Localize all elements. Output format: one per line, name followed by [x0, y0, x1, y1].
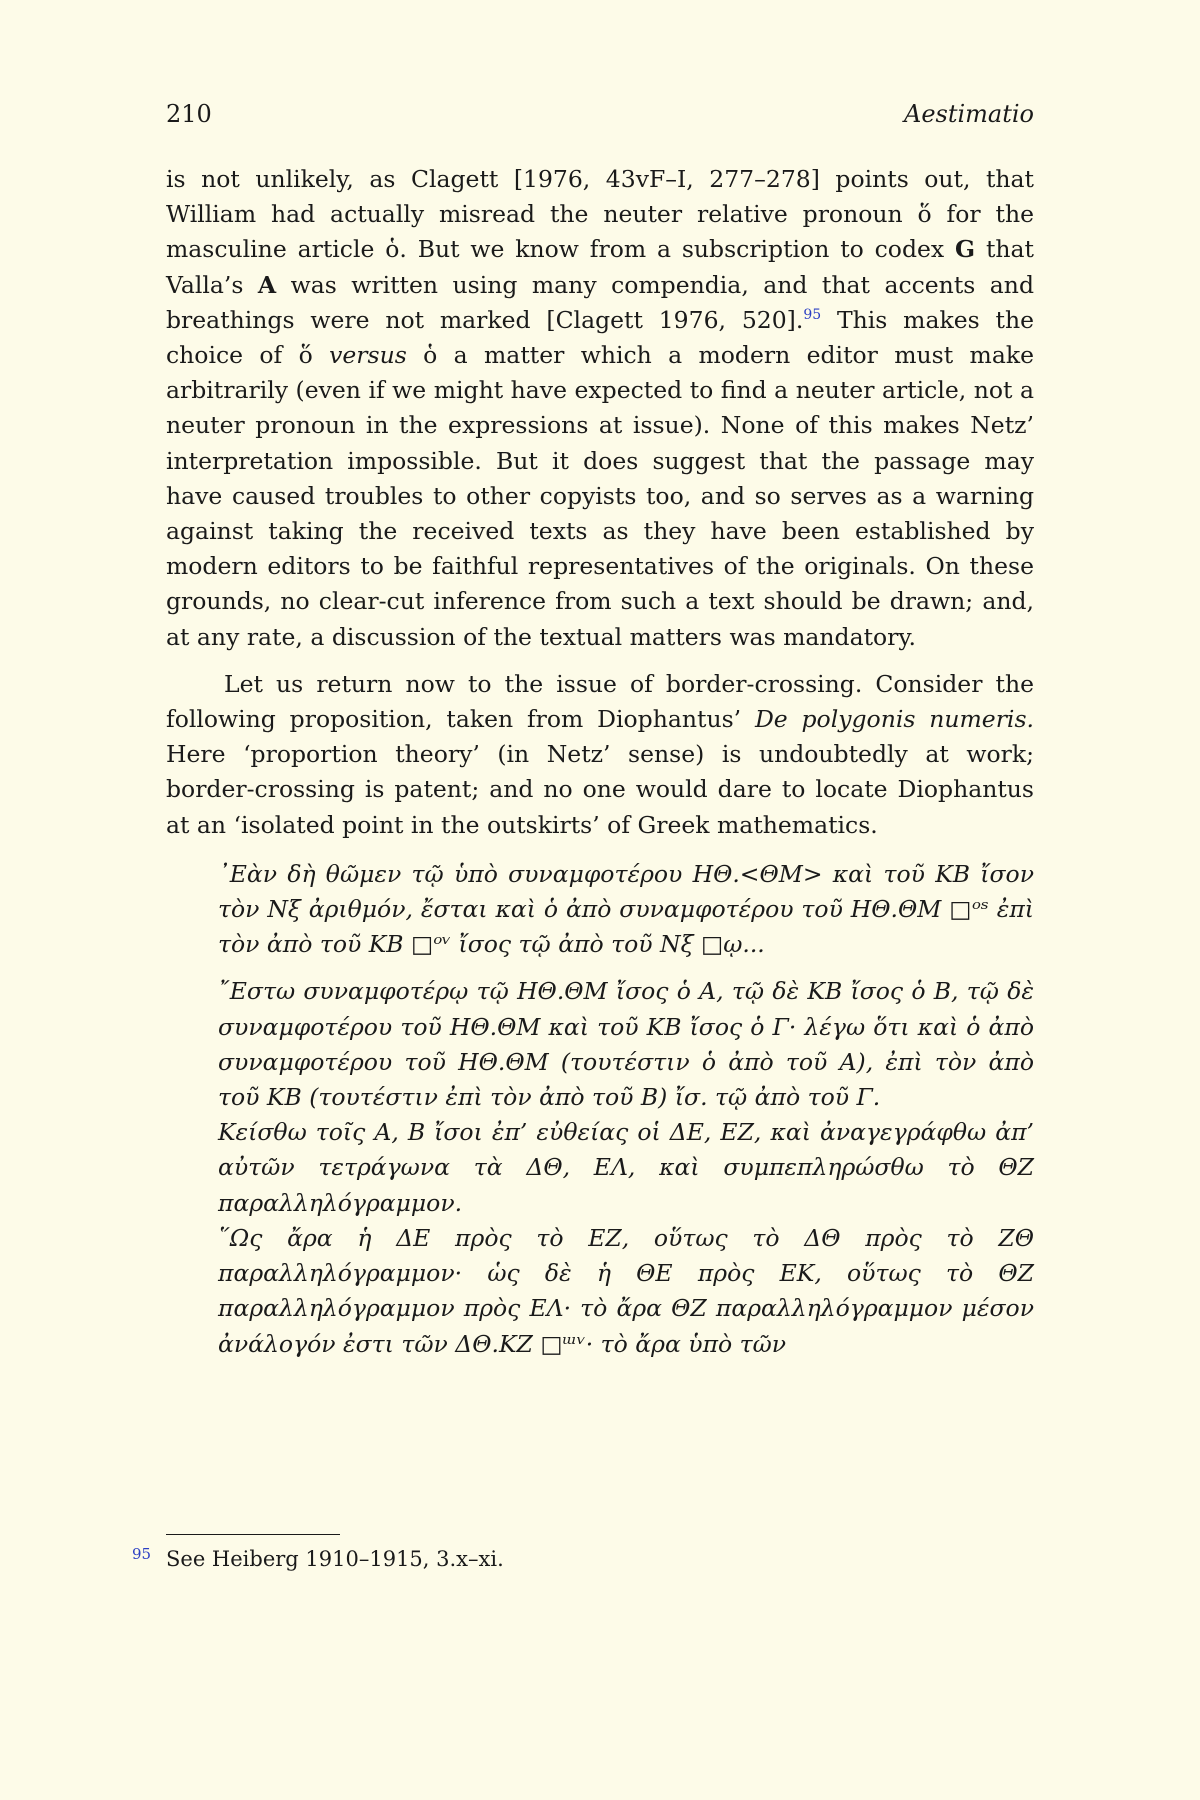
running-head	[166, 100, 1034, 140]
greek-paragraph-3: Κείσθω τοῖς Α, Β ἴσοι ἐπ’ εὐθείας οἱ ΔΕ, ΕΖ, καὶ ἀναγεγράφθω ἀπ’ αὐτῶν τετράγωνα τὰ ΔΘ, ΕΛ, καὶ συμπεπληρώσθω τὸ ΘΖ παραλληλόγραμμον.	[218, 1118, 1034, 1217]
italic-term: versus	[329, 341, 407, 370]
work-title: De polygonis numeris.	[754, 705, 1034, 734]
paragraph-2	[166, 667, 1034, 843]
greek-quotation	[218, 857, 1034, 1362]
text-run: Here ‘proportion theory’ (in Netz’ sense) is undoubtedly at work; border-crossing is patent; and no one would dare to locate Diophantus at an ‘isolated point in the outskirts’ of Greek mathematics.	[166, 740, 1034, 839]
page-body	[166, 100, 1034, 1362]
codex-siglum: G	[955, 235, 976, 264]
text-run: Let us return now to the issue of border-crossing. Consider the following proposition, taken from Diophantus’	[166, 669, 1034, 734]
greek-paragraph-2: ῎Εστω συναμφοτέρῳ τῷ ΗΘ.ΘΜ ἴσος ὁ Α, τῷ δὲ ΚΒ ἴσος ὁ Β, τῷ δὲ συναμφοτέρου τοῦ ΗΘ.ΘΜ καὶ τοῦ ΚΒ ἴσος ὁ Γ· λέγω ὅτι καὶ ὁ ἀπὸ συναμφοτέρου τοῦ ΗΘ.ΘΜ (τουτέστιν ὁ ἀπὸ τοῦ Α), ἐπὶ τὸν ἀπὸ τοῦ ΚΒ (τουτέστιν ἐπὶ τὸν ἀπὸ τοῦ Β) ἴσ. τῷ ἀπὸ τοῦ Γ.	[218, 977, 1034, 1112]
footnote-rule	[166, 1534, 340, 1535]
text-run: ὁ a matter which a modern editor must make arbitrarily (even if we might have expected to find a neuter article, not a neuter pronoun in the expressions at issue). None of this makes Netz’ interpretation impossible. But it does suggest that the passage may have caused troubles to other copyists too, and so serves as a warning against taking the received texts as they have been established by modern editors to be faithful representatives of the originals. On these grounds, no clear-cut inference from such a text should be drawn; and, at any rate, a discussion of the textual matters was mandatory.	[166, 341, 1034, 651]
footnote	[132, 1545, 504, 1573]
greek-paragraph-4: ῞Ως ἄρα ἡ ΔΕ πρὸς τὸ ΕΖ, οὕτως τὸ ΔΘ πρὸς τὸ ΖΘ παραλληλόγραμμον· ὡς δὲ ἡ ΘΕ πρὸς ΕΚ, οὕτως τὸ ΘΖ παραλληλόγραμμον πρὸς ΕΛ· τὸ ἄρα ΘΖ παραλληλόγραμμον μέσον ἀνάλογόν ἐστι τῶν ΔΘ.ΚΖ □ᵚᵛ· τὸ ἄρα ὑπὸ τῶν	[218, 1223, 1034, 1358]
footnote-text: See Heiberg 1910–1915, 3.x–xi.	[166, 1547, 504, 1571]
text-run: was written using many compendia, and that accents and breathings were not marked [Clagett 1976, 520].	[166, 270, 1034, 334]
page-number: 210	[166, 100, 212, 128]
text-run: that Valla’s	[166, 235, 1034, 299]
text-run: This makes the choice of ὅ	[166, 305, 1034, 370]
codex-siglum: A	[257, 270, 277, 299]
footnote-number: 95	[132, 1545, 152, 1563]
running-title: Aestimatio	[903, 100, 1034, 128]
footnote-reference[interactable]: 95	[803, 306, 822, 323]
paragraph-1	[166, 162, 1034, 655]
text-run: is not unlikely, as Clagett [1976, 43vF–I, 277–278] points out, that William had actually misread the neuter relative pronoun ὅ for the masculine article ὁ. But we know from a subscription to codex	[166, 165, 1034, 264]
greek-paragraph-1: ᾿Εὰν δὴ θῶμεν τῷ ὑπὸ συναμφοτέρου ΗΘ.<ΘΜ> καὶ τοῦ ΚΒ ἴσον τὸν Νξ ἀριθμόν, ἔσται καὶ ὁ ἀπὸ συναμφοτέρου τοῦ ΗΘ.ΘΜ □ᵒˢ ἐπὶ τὸν ἀπὸ τοῦ ΚΒ □ᵒᵛ ἴσος τῷ ἀπὸ τοῦ Νξ □ῳ...	[218, 859, 1034, 959]
